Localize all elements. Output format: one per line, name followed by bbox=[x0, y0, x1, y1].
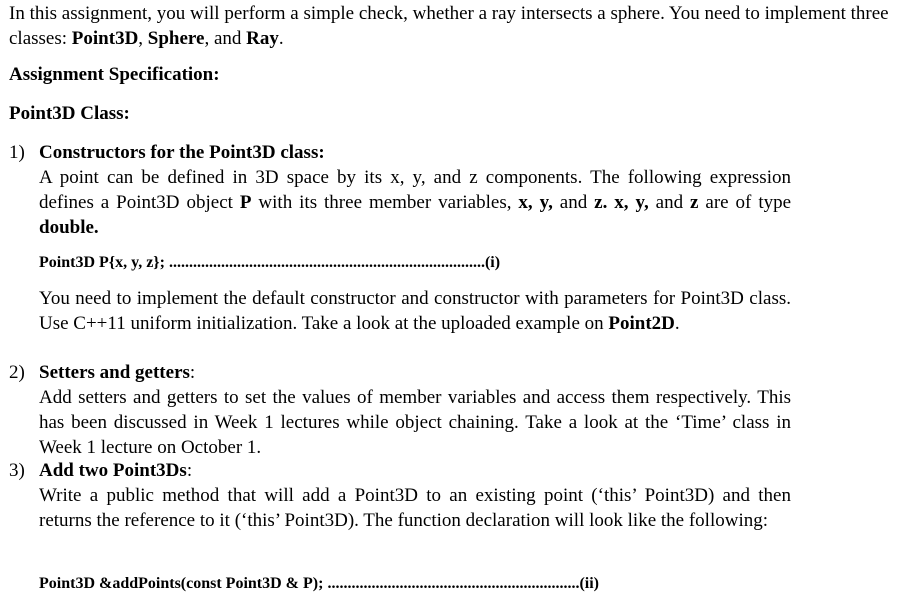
body-text: and bbox=[648, 192, 691, 213]
code-expression-i bbox=[39, 253, 639, 273]
type-name: double. bbox=[39, 217, 99, 238]
intro-paragraph bbox=[9, 1, 894, 51]
title-text: Add two Point3Ds bbox=[39, 460, 187, 481]
title-colon: : bbox=[189, 362, 196, 383]
intro-separator: , and bbox=[204, 28, 247, 49]
class-name-ray: Ray bbox=[246, 28, 279, 49]
para-end: . bbox=[674, 313, 680, 334]
list-item-number: 3) bbox=[9, 460, 25, 481]
intro-text: In this assignment, you will perform a simple check, whether a ray intersects a sphere. You need to implement three classes: bbox=[9, 3, 889, 49]
spec-heading: Assignment Specification: bbox=[9, 64, 220, 85]
intro-end: . bbox=[278, 28, 284, 49]
code-text: Point3D &addPoints(const Point3D & P); bbox=[39, 575, 328, 592]
list-item-title bbox=[39, 458, 192, 483]
title-colon: : bbox=[186, 460, 193, 481]
list-item-number: 2) bbox=[9, 362, 25, 383]
member-vars: x, y, bbox=[614, 192, 649, 213]
equation-label: (i) bbox=[484, 254, 501, 271]
list-item-body bbox=[39, 165, 791, 240]
para-text: You need to implement the default constructor and constructor with parameters for Point3D class. Use C++11 uniform initialization. Take a look at the uploaded example on bbox=[39, 288, 791, 334]
member-vars: x, y, bbox=[518, 192, 553, 213]
point3d-class-heading: Point3D Class: bbox=[9, 103, 130, 124]
leader-dots: ............................................................... bbox=[327, 575, 580, 592]
object-name-p: P bbox=[239, 192, 252, 213]
code-expression-ii bbox=[39, 574, 639, 594]
list-item-body: Add setters and getters to set the values of member variables and access them respectively. This has been discussed in Week 1 lectures while object chaining. Take a look at the ‘Time’ class in Week 1 lecture on October 1. bbox=[39, 387, 791, 458]
class-name-point3d: Point3D bbox=[71, 28, 139, 49]
list-item-title: Constructors for the Point3D class: bbox=[39, 142, 325, 163]
constructor-paragraph bbox=[39, 286, 791, 336]
leader-dots: ............................................................................... bbox=[168, 254, 485, 271]
intro-separator: , bbox=[138, 28, 148, 49]
class-name-sphere: Sphere bbox=[147, 28, 205, 49]
title-text: Setters and getters bbox=[39, 362, 190, 383]
list-item-body: Write a public method that will add a Point3D to an existing point (‘this’ Point3D) and then returns the reference to it (‘this’ Point3D). The function declaration will look like the following: bbox=[39, 485, 791, 531]
body-text: with its three member variables, bbox=[251, 192, 519, 213]
example-name: Point2D bbox=[608, 313, 675, 334]
list-item-number: 1) bbox=[9, 142, 25, 163]
list-item-title bbox=[39, 360, 195, 385]
equation-label: (ii) bbox=[579, 575, 599, 592]
member-var-z: z bbox=[690, 192, 699, 213]
body-text: A point can be defined in 3D space by its x, y, and z components. The following expression defines a Point3D object bbox=[39, 167, 791, 213]
member-var-z: z. bbox=[594, 192, 608, 213]
body-text: and bbox=[552, 192, 595, 213]
body-text: are of type bbox=[698, 192, 792, 213]
code-text: Point3D P{x, y, z}; bbox=[39, 254, 169, 271]
